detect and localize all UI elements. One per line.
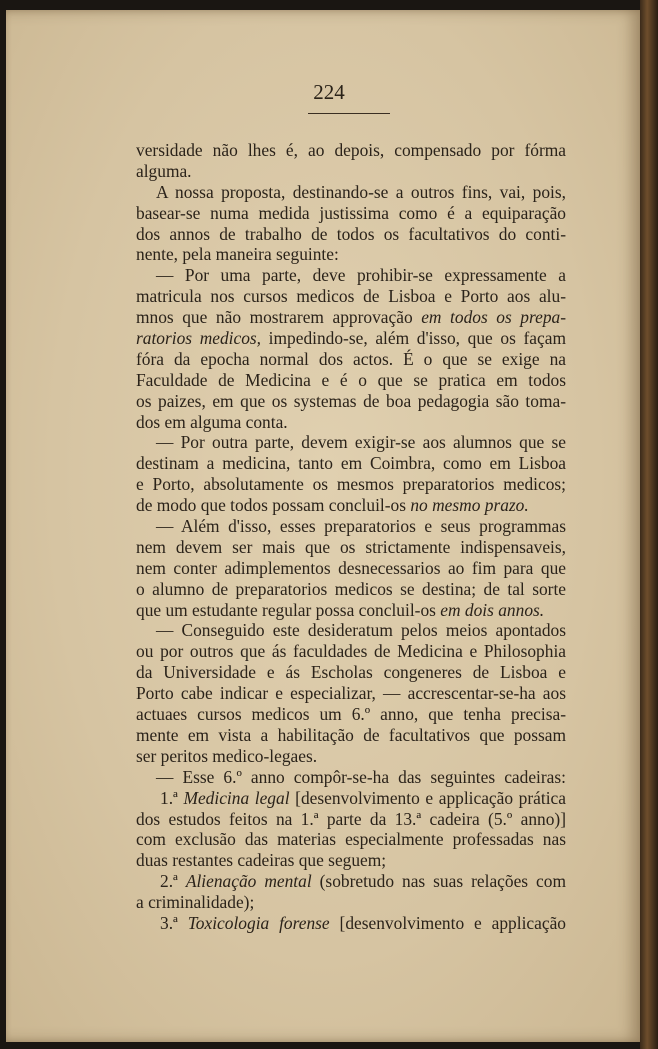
text-line: 3.ª Toxicologia forense [desenvolvimento e applicação xyxy=(160,912,566,933)
text-line: ou por outros que ás faculdades de Medicina e Philosophia xyxy=(136,641,566,662)
text-line: mente em vista a habilitação de facultativos que possam xyxy=(136,724,566,745)
text-line: dos estudos feitos na 1.ª parte da 13.ª cadeira (5.º anno)] xyxy=(136,808,566,829)
text-line: nem devem ser mais que os strictamente indispensaveis, xyxy=(136,536,566,557)
text-line: Porto cabe indicar e especializar, — accrescentar-se-ha aos xyxy=(136,683,566,704)
text-line: — Conseguido este desideratum pelos meios apontados xyxy=(156,620,566,641)
text-line: de modo que todos possam concluil-os no mesmo prazo. xyxy=(136,495,529,516)
text-line: nem conter adimplementos desnecessarios ao fim para que xyxy=(136,557,566,578)
page-number-rule xyxy=(308,113,390,114)
text-line: basear-se numa medida justissima como é a equiparação xyxy=(136,202,566,223)
text-line: ratorios medicos, impedindo-se, além d'isso, que os façam xyxy=(136,328,566,349)
text-line: ser peritos medico-legaes. xyxy=(136,745,318,766)
text-line: os paizes, em que os systemas de boa pedagogia são toma- xyxy=(136,390,566,411)
text-line: destinam a medicina, tanto em Coimbra, como em Lisboa xyxy=(136,453,566,474)
text-line: dos annos de trabalho de todos os facultativos do conti- xyxy=(136,223,566,244)
text-line: com exclusão das materias especialmente professadas nas xyxy=(136,829,566,850)
text-line: o alumno de preparatorios medicos se destina; de tal sorte xyxy=(136,578,566,599)
text-line: — Além d'isso, esses preparatorios e seus programmas xyxy=(156,516,566,537)
book-edge xyxy=(640,0,658,1049)
text-line: a criminalidade); xyxy=(136,892,255,913)
text-line: alguma. xyxy=(136,160,192,181)
body-text xyxy=(136,140,566,934)
text-line: duas restantes cadeiras que seguem; xyxy=(136,850,387,871)
text-line: Faculdade de Medicina e é o que se pratica em todos xyxy=(136,369,566,390)
text-line: dos em alguma conta. xyxy=(136,411,288,432)
text-line: — Esse 6.º anno compôr-se-ha das seguintes cadeiras: xyxy=(156,766,566,787)
text-line: e Porto, absolutamente os mesmos preparatorios medicos; xyxy=(136,474,566,495)
text-line: versidade não lhes é, ao depois, compensado por fórma xyxy=(136,140,566,160)
text-line: da Universidade e ás Escholas congeneres de Lisboa e xyxy=(136,662,566,683)
text-line: fóra da epocha normal dos actos. É o que se exige na xyxy=(136,348,566,369)
text-line: nente, pela maneira seguinte: xyxy=(136,244,339,265)
text-line: mnos que não mostrarem approvação em todos os prepa- xyxy=(136,307,567,328)
text-line: — Por outra parte, devem exigir-se aos alumnos que se xyxy=(156,432,566,453)
text-line: A nossa proposta, destinando-se a outros fins, vai, pois, xyxy=(156,181,566,202)
text-line: actuaes cursos medicos um 6.º anno, que tenha precisa- xyxy=(136,704,566,725)
text-line: 2.ª Alienação mental (sobretudo nas suas relações com xyxy=(160,871,566,892)
page-number: 224 xyxy=(313,80,345,104)
text-line: que um estudante regular possa concluil-os em dois annos. xyxy=(136,599,545,620)
text-line: 1.ª Medicina legal [desenvolvimento e applicação prática xyxy=(160,787,566,808)
text-line: matricula nos cursos medicos de Lisboa e Porto aos alu- xyxy=(136,286,566,307)
text-line: — Por uma parte, deve prohibir-se expressamente a xyxy=(156,265,566,286)
